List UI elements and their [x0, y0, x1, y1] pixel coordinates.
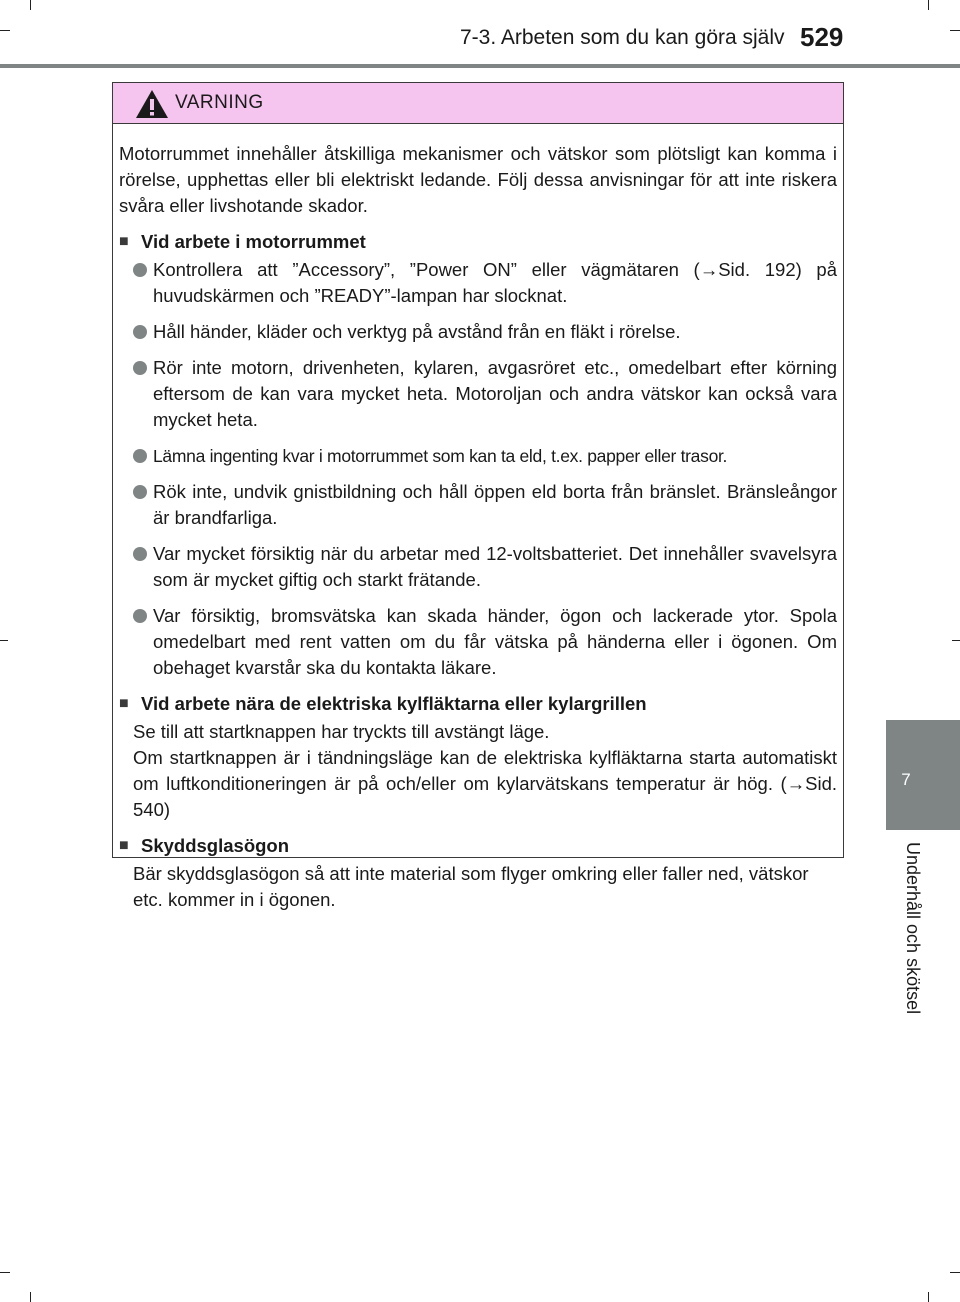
list-item-text: Lämna ingenting kvar i motorrummet som kan ta eld, t.ex. papper eller trasor.: [153, 446, 728, 466]
list-item-text: Håll händer, kläder och verktyg på avstånd från en fläkt i rörelse.: [153, 321, 681, 342]
list-item: [119, 355, 837, 433]
section-text: [119, 719, 837, 823]
list-item: [119, 319, 837, 345]
section-heading: [119, 229, 837, 255]
section-text-paragraph: Om startknappen är i tändningsläge kan de elektriska kylfläktarna starta automatiskt om luftkonditioneringen är på och/eller om kylarvätskans temperatur är hög. (→Sid. 540): [133, 747, 837, 820]
bullet-dot-icon: [133, 263, 147, 277]
crop-mark: [952, 640, 960, 641]
crop-mark: [30, 0, 31, 10]
list-item-text: Var försiktig, bromsvätska kan skada händer, ögon och lackerade ytor. Spola omedelbart med rent vatten om du får vätska på händerna eller i ögonen. Om obehaget kvarstår ska du kontakta läkare.: [153, 605, 837, 678]
warning-body: [119, 141, 837, 923]
section-heading: [119, 833, 837, 859]
bullet-dot-icon: [133, 609, 147, 623]
crop-mark: [30, 1292, 31, 1302]
crop-mark: [0, 30, 10, 31]
crop-mark: [928, 0, 929, 10]
section-square-icon: ■: [119, 695, 129, 712]
list-item: [119, 257, 837, 309]
warning-title: VARNING: [175, 92, 264, 113]
chapter-tab: [886, 720, 960, 830]
section-heading-text: Vid arbete i motorrummet: [141, 231, 366, 252]
chapter-number: 7: [901, 770, 911, 789]
warning-box: [112, 82, 844, 910]
list-item-text: Rök inte, undvik gnistbildning och håll öppen eld borta från bränslet. Bränsleångor är brandfarliga.: [153, 481, 837, 528]
list-item-text: Kontrollera att ”Accessory”, ”Power ON” eller vägmätaren (→Sid. 192) på huvudskärmen och ”READY”-lampan har slocknat.: [153, 259, 837, 306]
section-text-paragraph: Bär skyddsglasögon så att inte material som flyger omkring eller faller ned, vätskor etc. kommer in i ögonen.: [133, 863, 809, 910]
list-item: [119, 603, 837, 681]
section-heading-text: Vid arbete nära de elektriska kylfläktarna eller kylargrillen: [141, 693, 647, 714]
list-item: [119, 443, 837, 469]
crop-mark: [0, 640, 8, 641]
bullet-dot-icon: [133, 449, 147, 463]
warning-intro: Motorrummet innehåller åtskilliga mekanismer och vätskor som plötsligt kan komma i rörelse, upphettas eller bli elektriskt ledande. Följ dessa anvisningar för att inte riskera svåra eller livshotande skador.: [119, 143, 837, 216]
warning-triangle-icon: [135, 89, 169, 119]
list-item-text: Var mycket försiktig när du arbetar med 12-voltsbatteriet. Det innehåller svavelsyra som är mycket giftig och starkt frätande.: [153, 543, 837, 590]
crop-mark: [950, 30, 960, 31]
warning-header: [113, 83, 843, 124]
chapter-label: Underhåll och skötsel: [903, 842, 923, 1015]
crop-mark: [0, 1272, 10, 1273]
bullet-dot-icon: [133, 325, 147, 339]
bullet-dot-icon: [133, 485, 147, 499]
section-heading: [119, 691, 837, 717]
page-number: 529: [800, 22, 844, 52]
list-item: [119, 479, 837, 531]
section-text: [119, 861, 837, 913]
section-square-icon: ■: [119, 233, 129, 250]
section-title: 7-3. Arbeten som du kan göra själv: [460, 26, 785, 49]
bullet-dot-icon: [133, 547, 147, 561]
crop-mark: [928, 1292, 929, 1302]
list-item: [119, 541, 837, 593]
section-heading-text: Skyddsglasögon: [141, 835, 290, 856]
bullet-dot-icon: [133, 361, 147, 375]
list-item-text: Rör inte motorn, drivenheten, kylaren, avgasröret etc., omedelbart efter körning eftersom de kan vara mycket heta. Motoroljan och andra vätskor kan också vara mycket heta.: [153, 357, 837, 430]
section-text-line: Se till att startknappen har tryckts till avstängt läge.: [133, 721, 550, 742]
section-square-icon: ■: [119, 837, 129, 854]
crop-mark: [950, 1272, 960, 1273]
header-rule: [0, 64, 960, 68]
